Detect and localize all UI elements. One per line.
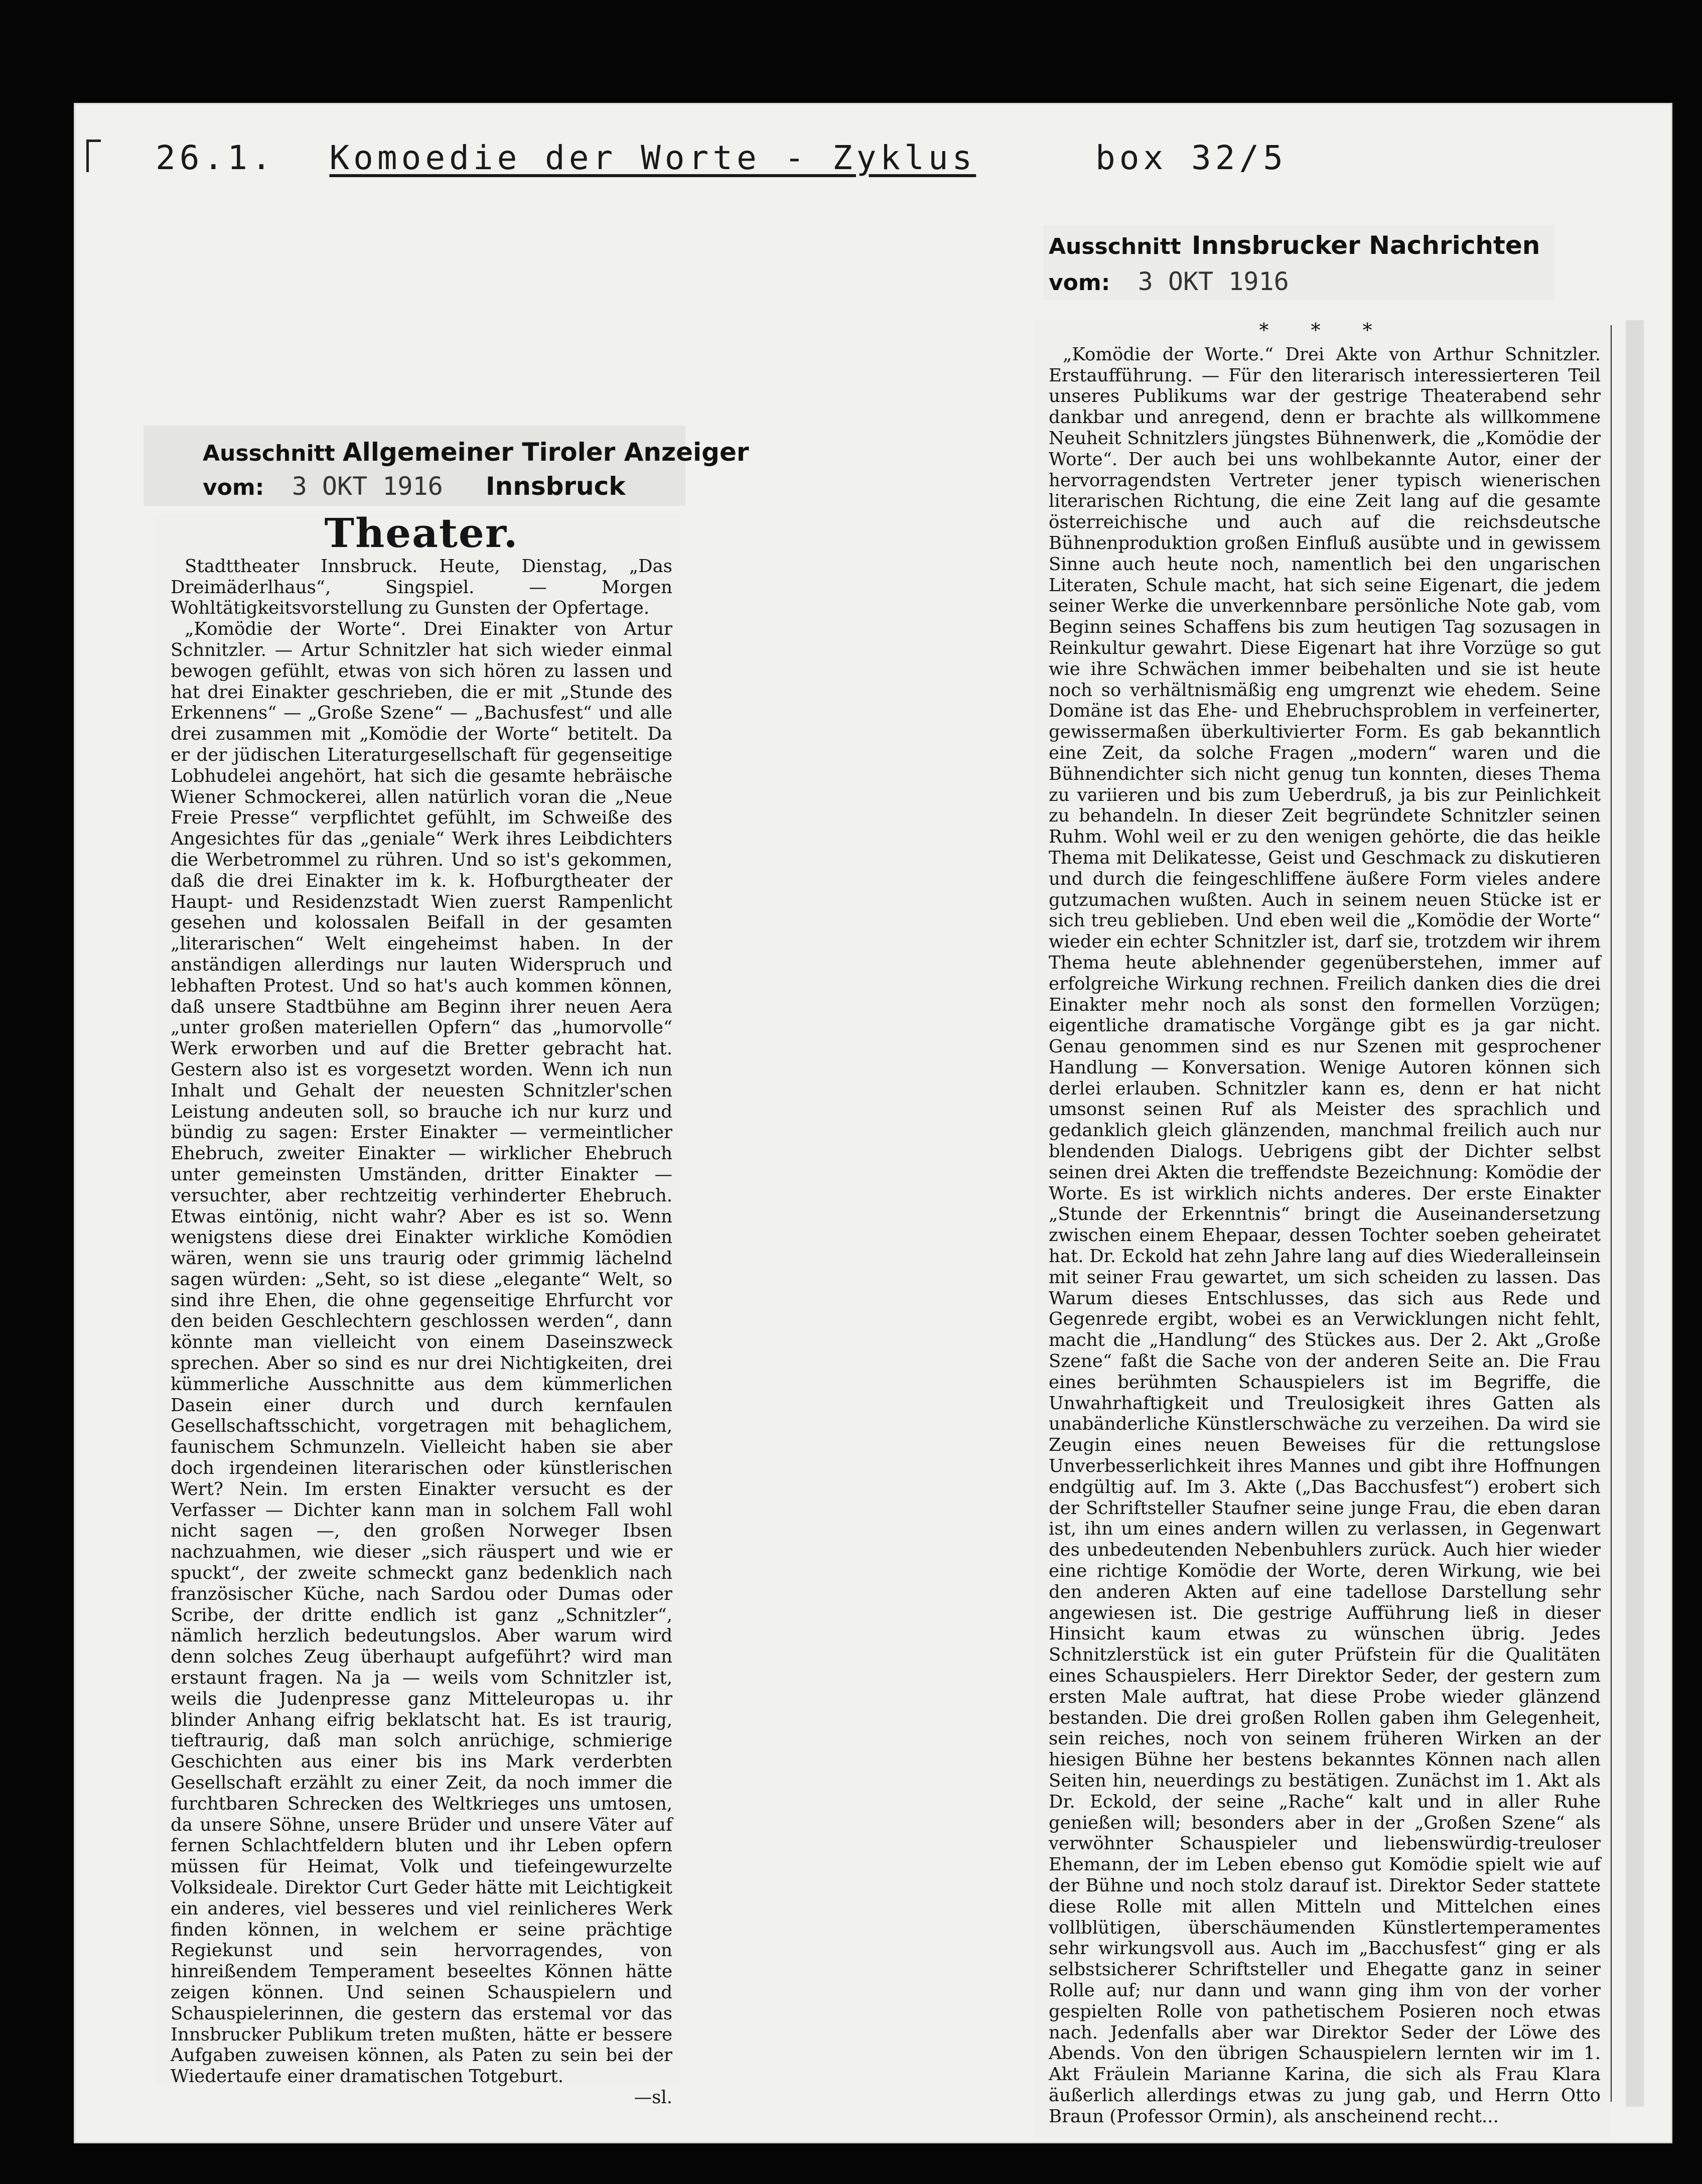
right-stamp-vom: vom: (1049, 270, 1110, 296)
folder-number: 26.1. (156, 139, 275, 177)
right-stamp-line2 (1049, 267, 1289, 296)
left-stamp-vom: vom: (203, 475, 264, 500)
left-stamp-strip (144, 426, 749, 506)
corner-registration-mark (86, 140, 101, 172)
right-edge-strip (1626, 320, 1644, 2107)
right-article-column (1049, 320, 1601, 2127)
right-stamp-newspaper: Innsbrucker Nachrichten (1191, 231, 1540, 260)
right-stamp-date: 3 OKT 1916 (1138, 267, 1289, 296)
left-stamp-city: Innsbruck (486, 472, 626, 501)
right-stamp-line1 (1049, 231, 1540, 260)
left-stamp-date: 3 OKT 1916 (292, 472, 443, 501)
right-paragraph-1: „Komödie der Worte.“ Drei Akte von Arthur Schnitzler. Erstaufführung. — Für den literarisch interessierteren Teil unseres Publikums war der gestrige Theaterabend sehr dankbar und anregend, denn er brachte als willkommene Neuheit Schnitzlers jüngstes Bühnenwerk, die „Komödie der Worte“. Der auch bei uns wohlbekannte Autor, einer der hervorragendsten Vertreter jener typisch wienerischen literarischen Richtung, die eine Zeit lang auf die gesamte österreichische und auch auf die reichsdeutsche Bühnenproduktion großen Einfluß ausübte und in gewissem Sinne auch heute noch, namentlich bei den ungarischen Literaten, Schule macht, hat sich seine Eigenart, die jedem seiner Werke die unverkennbare persönliche Note gab, vom Beginn seines Schaffens bis zum heutigen Tag sozusagen in Reinkultur gewahrt. Diese Eigenart hat ihre Vorzüge so gut wie ihre Schwächen immer beibehalten und sie ist heute noch so verhältnismäßig eng umgrenzt wie ehedem. Seine Domäne ist das Ehe- und Ehebruchsproblem in verfeinerter, gewissermaßen überkultivierter Form. Es gab bekanntlich eine Zeit, da solche Fragen „modern“ waren und die Bühnendichter sich nicht genug tun konnten, dieses Thema zu variieren und bis zum Ueberdruß, ja bis zur Peinlichkeit zu behandeln. In dieser Zeit begründete Schnitzler seinen Ruhm. Wohl weil er zu den wenigen gehörte, die das heikle Thema mit Delikatesse, Geist und Geschmack zu diskutieren und durch die feingeschliffene äußere Form vieles andere gutzumachen wußten. Auch in seinem neuen Stücke ist er sich treu geblieben. Und eben weil die „Komödie der Worte“ wieder ein echter Schnitzler ist, darf sie, trotzdem wir ihrem Thema heute ablehnender gegenüberstehen, immer auf erfolgreiche Wirkung rechnen. Freilich danken dies die drei Einakter mehr noch als sonst den formellen Vorzügen; eigentliche dramatische Vorgänge gibt es ja gar nicht. Genau genommen sind es nur Szenen mit gesprochener Handlung — Konversation. Wenige Autoren können sich derlei erlauben. Schnitzler kann es, denn er hat nicht umsonst seinen Ruf als Meister des sprachlich und gedanklich gleich glänzenden, manchmal freilich auch nur blendenden Dialogs. Uebrigens gibt der Dichter selbst seinen drei Akten die treffendste Bezeichnung: Komödie der Worte. Es ist wirklich nichts anderes. Der erste Einakter „Stunde der Erkenntnis“ bringt die Auseinandersetzung zwischen einem Ehepaar, dessen Tochter soeben geheiratet hat. Dr. Eckold hat zehn Jahre lang auf dies Wiederalleinsein mit seiner Frau gewartet, um sich scheiden zu lassen. Das Warum dieses Entschlusses, das sich aus Rede und Gegenrede ergibt, wobei es an Verwicklungen nicht fehlt, macht die „Handlung“ des Stückes aus. Der 2. Akt „Große Szene“ faßt die Sache von der anderen Seite an. Die Frau eines berühmten Schauspielers ist im Begriffe, die Unwahrhaftigkeit und Treulosigkeit ihres Gatten als unabänderliche Künstlerschwäche zu verzeihen. Da wird sie Zeugin eines neuen Beweises für die rettungslose Unverbesserlichkeit ihres Mannes und gibt ihre Hoffnungen endgültig auf. Im 3. Akte („Das Bacchusfest“) erobert sich der Schriftsteller Staufner seine junge Frau, die eben daran ist, ihn um eines andern willen zu verlassen, in Gegenwart des unbedeutenden Nebenbuhlers zurück. Auch hier wieder eine richtige Komödie der Worte, deren Wirkung, wie bei den anderen Akten auf eine tadellose Darstellung sehr angewiesen ist. Die gestrige Aufführung ließ in dieser Hinsicht kaum etwas zu wünschen übrig. Jedes Schnitzlerstück ist ein guter Prüfstein für die Qualitäten eines Schauspielers. Herr Direktor Seder, der gestern zum ersten Male auftrat, hat diese Probe wieder glänzend bestanden. Die drei großen Rollen gaben ihm Gelegenheit, sein reiches, noch von seinem früheren Wirken an der hiesigen Bühne her bestens bekanntes Können nach allen Seiten hin, neuerdings zu bestätigen. Zunächst im 1. Akt als Dr. Eckold, der seine „Rache“ kalt und in aller Ruhe genießen will; besonders aber in der „Großen Szene“ als verwöhnter Schauspieler und liebenswürdig-treuloser Ehemann, der im Leben ebenso gut Komödie spielt wie auf der Bühne und noch stolz darauf ist. Direktor Seder stattete diese Rolle mit allen Mitteln und Mittelchen eines vollblütigen, überschäumenden Künstlertemperamentes sehr wirkungsvoll aus. Auch im „Bacchusfest“ ging er als selbstsicherer Schriftsteller und Ehegatte ganz in seiner Rolle auf; nur dann und wann ging ihm von der vorher gespielten Rolle von pathetischem Posieren noch etwas nach. Jedenfalls aber war Direktor Seder der Löwe des Abends. Von den übrigen Schauspielern lernten wir im 1. Akt Fräulein Marianne Karina, die sich als Frau Klara äußerlich allerdings etwas zu jung gab, und Herrn Otto Braun (Professor Ormin), als anscheinend recht... (1049, 344, 1601, 2127)
right-stars: * * * (1259, 319, 1390, 341)
left-paragraph-1: Stadttheater Innsbruck. Heute, Dienstag, „Das Dreimäderlhaus“, Singspiel. — Morgen Wohltätigkeitsvorstellung zu Gunsten der Opfertage. (171, 556, 672, 619)
right-stamp-strip (1044, 225, 1555, 300)
left-article-clipping (156, 509, 680, 2108)
left-stamp-line1 (203, 438, 749, 467)
left-stamp-newspaper: Allgemeiner Tiroler Anzeiger (342, 438, 749, 467)
left-headline: Theater. (324, 509, 519, 557)
left-article-column (171, 509, 672, 2108)
left-stamp-line2 (203, 472, 626, 501)
archive-sheet (75, 104, 1671, 2142)
right-article-clipping (1034, 320, 1611, 2137)
box-number: box 32/5 (1095, 139, 1287, 177)
cycle-title: Komoedie der Worte - Zyklus (329, 139, 976, 177)
archive-header (156, 139, 1287, 177)
left-signature: —sl. (634, 2087, 672, 2108)
right-edge-line (1611, 325, 1612, 2102)
left-stamp-label: Ausschnitt (203, 441, 335, 466)
left-paragraph-2: „Komödie der Worte“. Drei Einakter von Artur Schnitzler. — Artur Schnitzler hat sich wieder einmal bewogen gefühlt, etwas von sich hören zu lassen und hat drei Einakter geschrieben, die er mit „Stunde des Erkennens“ — „Große Szene“ — „Bachusfest“ und alle drei zusammen mit „Komödie der Worte“ betitelt. Da er der jüdischen Literaturgesellschaft für gegenseitige Lobhudelei angehört, hat sich die gesamte hebräische Wiener Schmockerei, allen natürlich voran die „Neue Freie Presse“ verpflichtet gefühlt, im Schweiße des Angesichtes für das „geniale“ Werk ihres Leibdichters die Werbetrommel zu rühren. Und so ist's gekommen, daß die drei Einakter im k. k. Hofburgtheater der Haupt- und Residenzstadt Wien zuerst Rampenlicht gesehen und kolossalen Beifall in der gesamten „literarischen“ Welt eingeheimst haben. In der anständigen allerdings nur lauten Widerspruch und lebhaften Protest. Und so hat's auch kommen können, daß unsere Stadtbühne am Beginn ihrer neuen Aera „unter großen materiellen Opfern“ das „humorvolle“ Werk erworben und auf die Bretter gebracht hat. Gestern also ist es vorgesetzt worden. Wenn ich nun Inhalt und Gehalt der neuesten Schnitzler'schen Leistung andeuten soll, so brauche ich nur kurz und bündig zu sagen: Erster Einakter — vermeintlicher Ehebruch, zweiter Einakter — wirklicher Ehebruch unter gemeinsten Umständen, dritter Einakter — versuchter, aber rechtzeitig verhinderter Ehebruch. Etwas eintönig, nicht wahr? Aber es ist so. Wenn wenigstens diese drei Einakter wirkliche Komödien wären, wenn sie uns traurig oder grimmig lächelnd sagen würden: „Seht, so ist diese „elegante“ Welt, so sind ihre Ehen, die ohne gegenseitige Ehrfurcht vor den beiden Geschlechtern geschlossen werden“, dann könnte man vielleicht von einem Daseinszweck sprechen. Aber so sind es nur drei Nichtigkeiten, drei kümmerliche Ausschnitte aus dem kümmerlichen Dasein einer durch und durch kernfaulen Gesellschaftsschicht, vorgetragen mit behaglichem, faunischem Schmunzeln. Vielleicht haben sie aber doch irgendeinen literarischen oder künstlerischen Wert? Nein. Im ersten Einakter versucht es der Verfasser — Dichter kann man in solchem Fall wohl nicht sagen —, den großen Norweger Ibsen nachzuahmen, wie dieser „sich räuspert und wie er spuckt“, der zweite schmeckt ganz bedenklich nach französischer Küche, nach Sardou oder Dumas oder Scribe, der dritte endlich ist ganz „Schnitzler“, nämlich herzlich bedeutungslos. Aber warum wird denn solches Zeug überhaupt aufgeführt? wird man erstaunt fragen. Na ja — weils vom Schnitzler ist, weils die Judenpresse ganz Mitteleuropas u. ihr blinder Anhang eifrig beklatscht hat. Es ist traurig, tieftraurig, daß man solch anrüchige, schmierige Geschichten aus einer bis ins Mark verderbten Gesellschaft erzählt zu einer Zeit, da noch immer die furchtbaren Schrecken des Weltkrieges uns umtosen, da unsere Söhne, unsere Brüder und unsere Väter auf fernen Schlachtfeldern bluten und ihr Leben opfern müssen für Heimat, Volk und tiefeingewurzelte Volksideale. Direktor Curt Geder hätte mit Leichtigkeit ein anderes, viel besseres und viel reinlicheres Werk finden können, in welchem er seine prächtige Regiekunst und sein hervorragendes, von hinreißendem Temperament beseeltes Können hätte zeigen können. Und seinen Schauspielern und Schauspielerinnen, die gestern das erstemal vor das Innsbrucker Publikum treten mußten, hätte er bessere Aufgaben zuweisen können, als Paten zu sein bei der Wiedertaufe einer dramatischen Totgeburt. (171, 619, 672, 2087)
right-stamp-label: Ausschnitt (1049, 234, 1181, 259)
